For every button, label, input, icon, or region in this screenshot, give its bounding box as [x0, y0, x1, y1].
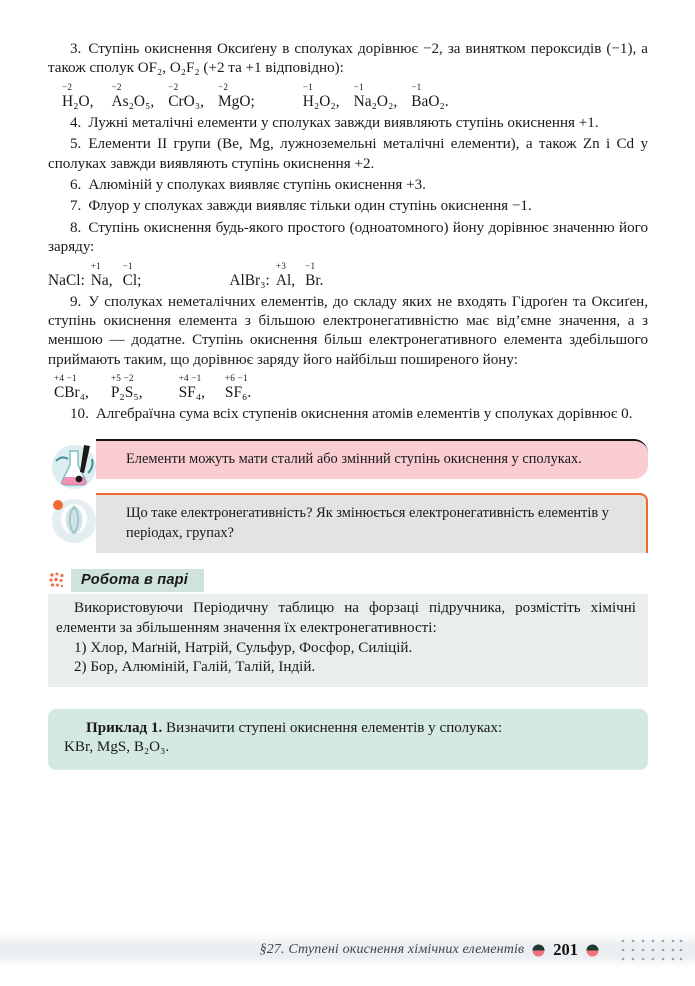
footer-section-title: §27. Ступені окиснення хімічних елементів — [259, 942, 525, 957]
rule-number: 10. — [70, 406, 89, 423]
oxidation-number: −2 — [111, 81, 122, 92]
chemical-formula: SF₄, — [178, 384, 205, 402]
formula-row-nonmetals — [48, 373, 648, 401]
oxidation-spacer — [48, 261, 85, 272]
page-number: 201 — [553, 940, 578, 959]
compound-label: NaCl: — [48, 271, 85, 289]
pairwork-item: 1) Хлор, Маґній, Натрій, Сульфур, Фосфор, Силіцій. — [74, 640, 413, 656]
pairwork-heading-label: Робота в парі — [71, 569, 204, 592]
pairwork-body — [48, 594, 648, 687]
edge-dot-grid-icon — [619, 937, 685, 963]
chemical-formula: Al, — [275, 271, 296, 289]
formula-group — [179, 373, 205, 401]
chemical-formula: MgO; — [217, 92, 255, 110]
formula-group — [91, 261, 113, 289]
question-callout — [48, 493, 648, 553]
example-box — [48, 709, 648, 770]
pairwork-heading — [48, 569, 648, 592]
chemical-formula: CBr₄, — [54, 384, 89, 402]
rule-text: Ступінь окиснення Оксиґену в сполуках дорівнює −2, за винятком пероксидів (−1), а також сполук OF₂, O₂F₂ (+2 та +1 відповідно): — [48, 41, 648, 77]
chemical-formula: As₂O₅, — [111, 92, 155, 110]
formula-row-ions — [48, 261, 648, 289]
example-formulas: KBr, MgS, B₂O₃. — [64, 739, 170, 756]
rule-text: Лужні металічні елементи у сполуках завжди виявляють ступінь окиснення +1. — [88, 114, 599, 131]
oxidation-number: −2 — [217, 81, 229, 92]
formula-label-group — [48, 261, 85, 289]
rule-paragraph-3 — [48, 40, 648, 79]
rule-number: 3. — [70, 41, 82, 57]
chemical-formula: Cl; — [122, 271, 142, 289]
rule-number: 5. — [70, 136, 82, 153]
chemical-formula: Br. — [305, 271, 324, 289]
rule-paragraph-4 — [48, 114, 648, 133]
important-callout — [48, 439, 648, 480]
rule-paragraph-10 — [48, 405, 648, 424]
chemical-formula: CrO₃, — [168, 92, 204, 110]
important-callout-box — [96, 439, 648, 480]
rule-text: У сполуках неметалічних елементів, до складу яких не входять Гідроґен та Оксиґен, ступінь окиснення елемента з більшою електронегативністю має від’ємне значення, а з меншою — додатне. Ступінь окиснення більш електронегативного елемента здебільшого приймають таким, що дорівнює заряду його найбільш поширеного йону: — [48, 293, 648, 368]
important-callout-text: Елементи можуть мати сталий або змінний ступінь окиснення у сполуках. — [126, 450, 582, 467]
oxidation-number: −1 — [122, 260, 133, 271]
oxidation-number: −1 — [302, 81, 313, 92]
chemical-formula: H₂O, — [62, 92, 94, 110]
oxidation-number: +6 −1 — [224, 373, 248, 384]
rule-paragraph-7 — [48, 197, 648, 216]
rule-text: Флуор у сполуках завжди виявляє тільки один ступінь окиснення −1. — [88, 198, 532, 215]
formula-row-oxygen — [48, 82, 648, 110]
rule-number: 6. — [70, 177, 82, 194]
footer-dot-right-icon — [586, 944, 599, 957]
pairwork-item: 2) Бор, Алюміній, Галій, Талій, Індій. — [74, 659, 316, 676]
chemical-formula: Na₂O₂, — [353, 92, 398, 110]
formula-group — [354, 82, 398, 110]
oxidation-spacer — [229, 261, 269, 272]
formula-group — [168, 82, 204, 110]
formula-group — [123, 261, 142, 289]
oxidation-number: −2 — [168, 81, 179, 92]
formula-label-group — [229, 261, 269, 289]
oxidation-number: +1 — [90, 260, 101, 271]
rule-number: 4. — [70, 114, 82, 131]
rule-number: 7. — [70, 198, 82, 215]
chemical-formula: Na, — [90, 271, 113, 289]
footer-dot-left-icon — [532, 944, 545, 957]
chemical-formula: H₂O₂, — [302, 92, 340, 110]
pairwork-intro: Використовуючи Періодичну таблицю на форзаці підручника, розмістіть хімічні елементи за збільшенням значення їх електронегативності: — [56, 600, 636, 636]
page-footer — [0, 933, 695, 967]
rule-text: Елементи II групи (Be, Mg, лужноземельні металічні елементи), а також Zn i Cd у сполуках завжди виявляють ступінь окиснення +2. — [48, 136, 648, 172]
rule-number: 9. — [70, 293, 82, 310]
lightbulb-question-icon — [48, 493, 100, 545]
formula-group — [411, 82, 448, 110]
oxidation-number: +4 −1 — [54, 373, 77, 384]
formula-group — [62, 82, 93, 110]
example-first-line — [64, 719, 632, 739]
chemical-formula: P₂S₅, — [110, 384, 143, 402]
formula-group — [225, 373, 251, 401]
oxidation-number: +3 — [275, 260, 287, 271]
formula-group — [305, 261, 323, 289]
formula-group — [276, 261, 295, 289]
rule-paragraph-9 — [48, 293, 648, 371]
dot-cluster-icon — [48, 571, 68, 591]
compound-label: AlBr₃: — [229, 271, 270, 289]
rule-text: Алгебраїчна сума всіх ступенів окиснення атомів елементів у сполуках дорівнює 0. — [95, 406, 633, 423]
question-callout-text: Що таке електронегативність? Як змінюється електронегативність елементів у періодах, групах? — [126, 505, 609, 541]
page-content — [48, 40, 648, 770]
oxidation-number: −1 — [305, 260, 316, 271]
oxidation-number: +5 −2 — [110, 373, 134, 384]
oxidation-number: −1 — [353, 81, 364, 92]
oxidation-number: −2 — [62, 81, 73, 92]
oxidation-number: −1 — [411, 81, 422, 92]
example-label: Приклад 1. — [86, 719, 163, 736]
rule-text: Ступінь окиснення будь-якого простого (одноатомного) йону дорівнює значенню його заряду: — [48, 219, 648, 256]
chemical-formula: BaO₂. — [411, 92, 449, 110]
rule-paragraph-8 — [48, 219, 648, 258]
formula-group — [54, 373, 89, 401]
example-text: Визначити ступені окиснення елементів у сполуках: — [162, 719, 503, 736]
rule-number: 8. — [70, 219, 82, 236]
formula-group — [218, 82, 255, 110]
flask-exclamation-icon — [48, 439, 100, 491]
question-callout-box — [96, 493, 648, 553]
formula-group — [111, 373, 143, 401]
rule-text: Алюміній у сполуках виявляє ступінь окиснення +3. — [88, 177, 426, 194]
formula-group — [111, 82, 154, 110]
rule-paragraph-5 — [48, 135, 648, 174]
chemical-formula: SF₆. — [224, 384, 252, 402]
rule-paragraph-6 — [48, 176, 648, 195]
formula-group — [303, 82, 340, 110]
oxidation-number: +4 −1 — [178, 373, 202, 384]
